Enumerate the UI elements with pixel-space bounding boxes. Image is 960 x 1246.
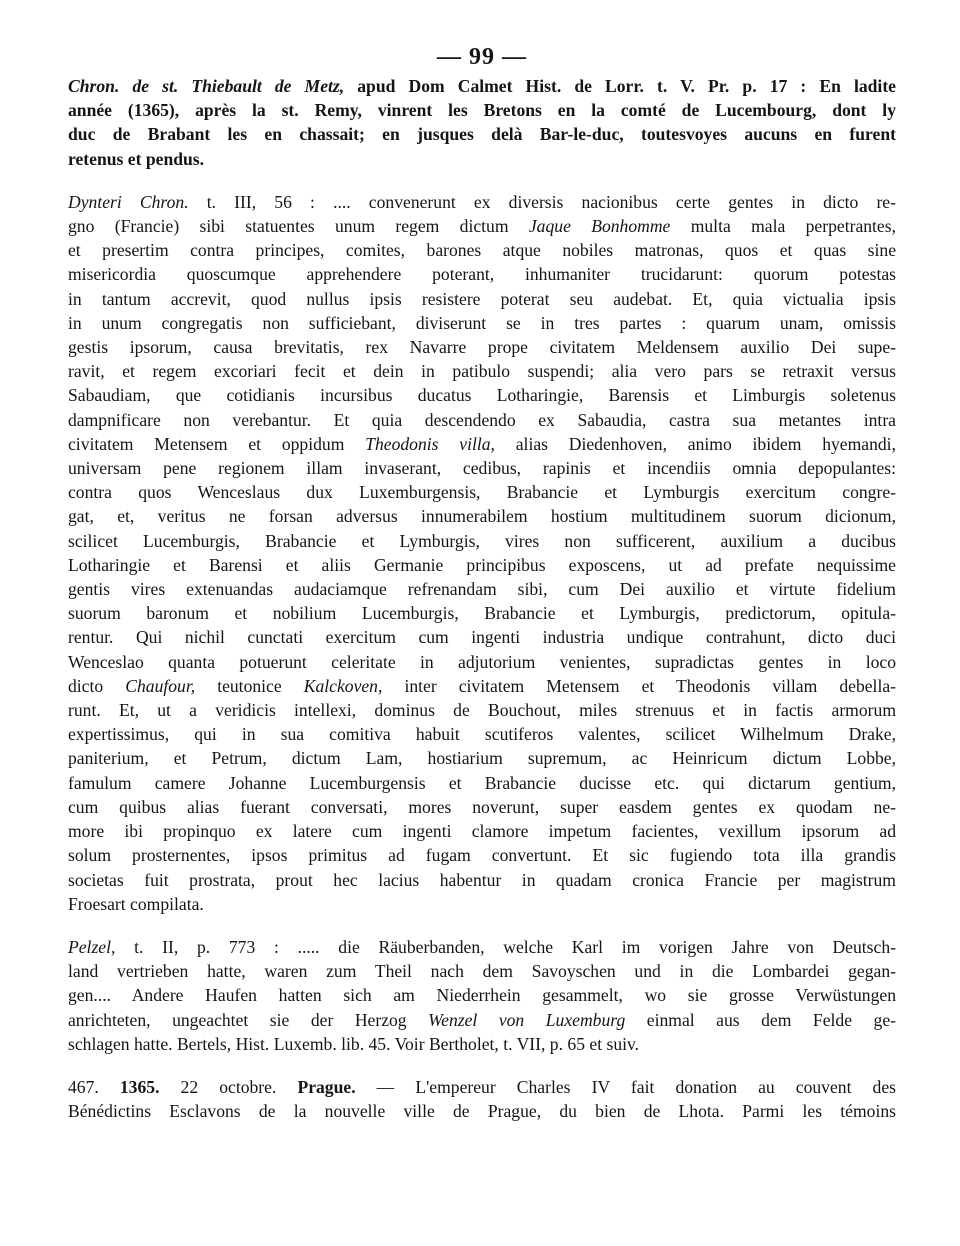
text-run: t. III, 56 : .... convenerunt ex diversis nacionibus certe gentes in dicto re- [188, 191, 896, 212]
page [68, 40, 896, 1123]
text-run: Chaufour, [125, 675, 196, 696]
text-run: land vertrieben hatte, waren zum Theil nach dem Savoyschen und in die Lombardei gegan- [68, 961, 896, 982]
text-line [68, 311, 896, 335]
text-run: scilicet Lucemburgis, Brabancie et Lymburgis, vires non sufficerent, auxilium a ducibus [68, 530, 896, 551]
text-run: gen.... Andere Haufen hatten sich am Niederrhein gesammelt, wo sie grosse Verwüstungen [68, 985, 896, 1006]
text-run: Lotharingie et Barensi et aliis Germanie principibus exposcens, ut ad prefate nequissime [68, 554, 896, 575]
text-run: retenus et pendus. [68, 148, 205, 169]
text-run: in tantum accrevit, quod nullus ipsis resistere poterat seu audebat. Et, quia victualia ipsis [68, 288, 896, 309]
text-line [68, 359, 896, 383]
text-run: cum quibus alias fuerant conversati, mores noverunt, super easdem gentes ex quodam ne- [68, 796, 896, 817]
text-line [68, 456, 896, 480]
text-line [68, 504, 896, 528]
text-run: Wenzel von Luxemburg [428, 1009, 626, 1030]
text-run: inter civitatem Metensem et Theodonis villam debella- [382, 675, 897, 696]
text-line [68, 819, 896, 843]
text-line [68, 408, 896, 432]
text-run: Kalckoven, [303, 675, 383, 696]
text-line [68, 935, 896, 959]
text-run: dicto [68, 675, 126, 696]
text-line [68, 74, 896, 98]
text-run: misericordia quoscumque apprehendere poterant, inhumaniter trucidarunt: quorum potestas [68, 264, 896, 285]
text-line [68, 238, 896, 262]
text-line [68, 147, 896, 171]
text-run: gno (Francie) sibi statuentes unum regem dictum [68, 216, 529, 237]
text-run: paniterium, et Petrum, dictum Lam, hostiarium supremum, ac Heinricum dictum Lobbe, [68, 748, 896, 769]
text-line [68, 553, 896, 577]
text-line [68, 983, 896, 1007]
text-run: more ibi propinquo ex latere cum ingenti clamore impetum facientes, vexillum ipsorum ad [68, 821, 896, 842]
text-run: duc de Brabant les en chassait; en jusques delà Bar-le-duc, toutesvoyes aucuns en furent [68, 124, 896, 145]
text-run: — L'empereur Charles IV fait donation au couvent des [355, 1076, 896, 1097]
text-run: contra quos Wenceslaus dux Luxemburgensis, Brabancie et Lymburgis exercitum congre- [68, 482, 896, 503]
text-run: Theodonis villa, [365, 433, 495, 454]
text-run: alias Diedenhoven, animo ibidem hyemandi, [494, 433, 896, 454]
text-run: Froesart compilata. [68, 893, 204, 914]
text-run: in unum congregatis non sufficiebant, diviserunt se in tres partes : quarum unam, omissis [68, 312, 896, 333]
text-line [68, 892, 896, 916]
text-run: Sabaudiam, que cotidianis incursibus ducatus Lotharingie, Barensis et Limburgis soletenus [68, 385, 896, 406]
text-run: Wenceslao quanta potuerunt celeritate in adjutorium venientes, supradictas gentes in loco [68, 651, 896, 672]
text-run: teutonice [195, 675, 304, 696]
text-line [68, 722, 896, 746]
text-line [68, 1099, 896, 1123]
paragraph-gap [68, 1056, 896, 1075]
text-run: Prague. [297, 1076, 356, 1097]
text-run: t. II, p. 773 : ..... die Räuberbanden, welche Karl im vorigen Jahre von Deutsch- [115, 936, 896, 957]
text-run: civitatem Metensem et oppidum [68, 433, 366, 454]
text-run: 467. [68, 1076, 120, 1097]
paragraph-gap [68, 171, 896, 190]
text-line [68, 287, 896, 311]
paragraph-entry-467 [68, 1075, 896, 1123]
text-line [68, 577, 896, 601]
page-body [68, 74, 896, 1123]
text-line [68, 480, 896, 504]
text-run: suorum baronum et nobilium Lucemburgis, Brabancie et Lymburgis, predictorum, opitula- [68, 603, 896, 624]
text-line [68, 432, 896, 456]
text-line [68, 959, 896, 983]
text-line [68, 335, 896, 359]
text-line [68, 1008, 896, 1032]
text-run: famulum camere Johanne Lucemburgensis et Brabancie ducisse etc. qui dictarum gentium, [68, 772, 896, 793]
text-run: gentis vires extenuandas audaciamque refrenandam sibi, cum Dei auxilio et virtute fidelium [68, 579, 896, 600]
paragraph-gap [68, 916, 896, 935]
paragraph-chron-thiebault [68, 74, 896, 171]
text-run: societas fuit prostrata, prout hec lacius habentur in quadam cronica Francie per magistrum [68, 869, 896, 890]
text-run: ravit, et regem excoriari fecit et dein in patibulo suspendi; alia vero pars se retraxit versus [68, 361, 896, 382]
text-line [68, 771, 896, 795]
text-run: gestis ipsorum, causa brevitatis, rex Navarre prope civitatem Meldensem auxilio Dei supe- [68, 337, 896, 358]
text-line [68, 1032, 896, 1056]
text-line [68, 122, 896, 146]
text-line [68, 214, 896, 238]
page-number: — 99 — [437, 44, 527, 70]
text-run: schlagen hatte. Bertels, Hist. Luxemb. lib. 45. Voir Bertholet, t. VII, p. 65 et suiv. [68, 1033, 640, 1054]
text-line [68, 746, 896, 770]
text-run: runt. Et, ut a veridicis intellexi, dominus de Bouchout, miles strenuus et in factis armorum [68, 700, 896, 721]
text-run: Chron. de st. Thiebault de Metz, [68, 76, 345, 96]
paragraph-dynteri-chron [68, 190, 896, 916]
text-run: 22 octobre. [159, 1076, 298, 1097]
text-line [68, 1075, 896, 1099]
text-line [68, 383, 896, 407]
text-run: multa mala perpetrantes, [670, 216, 896, 237]
text-run: gat, et, veritus ne forsan adversus innumerabilem hostium multitudinem suorum dicionum, [68, 506, 896, 527]
text-run: Jaque Bonhomme [528, 216, 671, 237]
text-line [68, 868, 896, 892]
text-run: année (1365), après la st. Remy, vinrent les Bretons en la comté de Lucembourg, dont ly [68, 100, 896, 121]
text-run: apud Dom Calmet Hist. de Lorr. t. V. Pr. p. 17 : En ladite [344, 76, 896, 96]
text-run: et presertim contra principes, comites, barones atque nobiles matronas, quos et quas sine [68, 240, 896, 261]
text-run: dampnificare non verebantur. Et quia descendendo ex Sabaudia, castra sua metantes intra [68, 409, 896, 430]
text-line [68, 625, 896, 649]
text-run: Pelzel, [68, 936, 116, 957]
text-run: einmal aus dem Felde ge- [625, 1009, 896, 1030]
text-line [68, 795, 896, 819]
text-run: 1365. [119, 1076, 160, 1097]
text-run: Bénédictins Esclavons de la nouvelle ville de Prague, du bien de Lhota. Parmi les témoins [68, 1101, 896, 1122]
text-line [68, 650, 896, 674]
text-line [68, 529, 896, 553]
text-line [68, 98, 896, 122]
text-line [68, 190, 896, 214]
paragraph-pelzel [68, 935, 896, 1056]
text-line [68, 698, 896, 722]
text-run: anrichteten, ungeachtet sie der Herzog [68, 1009, 429, 1030]
text-line [68, 601, 896, 625]
text-run: Dynteri Chron. [68, 191, 189, 212]
text-run: rentur. Qui nichil cunctati exercitum cum ingenti industria undique contrahunt, dicto duci [68, 627, 896, 648]
text-line [68, 674, 896, 698]
text-line [68, 843, 896, 867]
text-run: expertissimus, qui in sua comitiva habuit scutiferos valentes, scilicet Wilhelmum Drake, [68, 724, 896, 745]
text-run: universam pene regionem illam invaserant, cedibus, rapinis et incendiis omnia depopulantes: [68, 458, 896, 479]
text-run: solum prosternentes, ipsos primitus ad fugam convertunt. Et sic fugiendo tota illa grandis [68, 845, 896, 866]
text-line [68, 262, 896, 286]
